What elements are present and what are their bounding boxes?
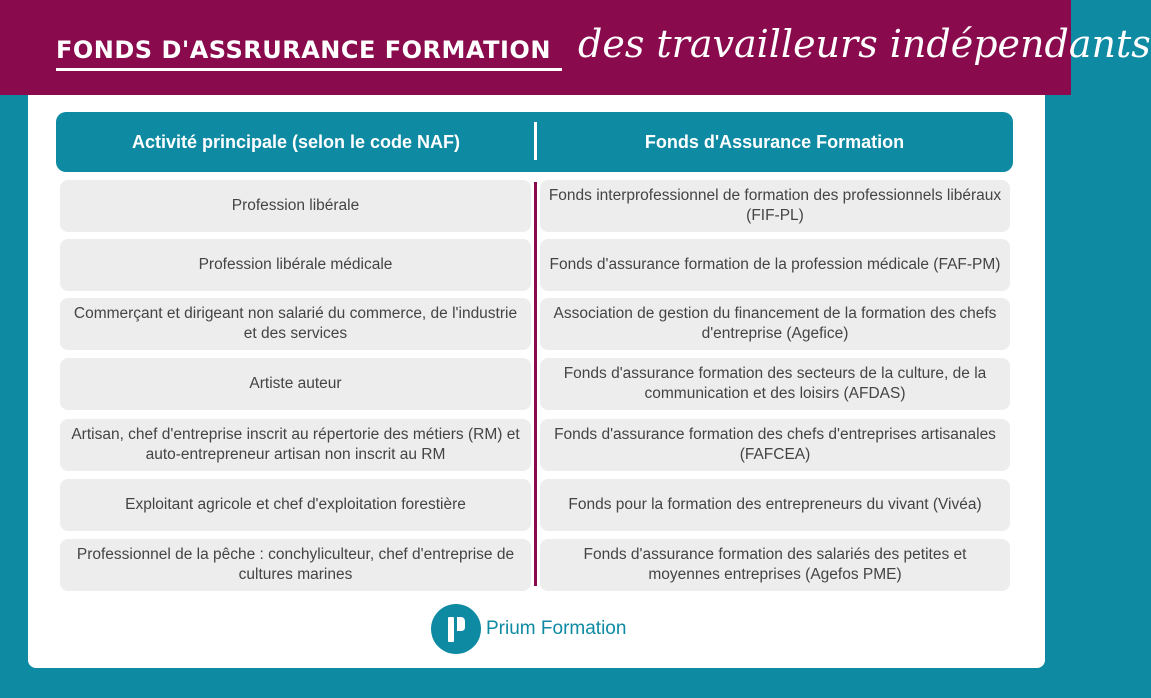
- fund-cell: Fonds d'assurance formation des chefs d'entreprises artisanales (FAFCEA): [540, 419, 1010, 471]
- table-row: [0, 358, 1071, 410]
- activity-cell: Exploitant agricole et chef d'exploitation forestière: [60, 479, 531, 531]
- fund-cell: Association de gestion du financement de la formation des chefs d'entreprise (Agefice): [540, 298, 1010, 350]
- column-header-activity: Activité principale (selon le code NAF): [131, 132, 461, 152]
- fund-cell: Fonds d'assurance formation des secteurs de la culture, de la communication et des loisirs (AFDAS): [540, 358, 1010, 410]
- activity-cell: Professionnel de la pêche : conchyliculteur, chef d'entreprise de cultures marines: [60, 539, 531, 591]
- page-title: FONDS D'ASSRURANCE FORMATION: [56, 36, 551, 64]
- activity-cell: Artisan, chef d'entreprise inscrit au répertorie des métiers (RM) et auto-entrepreneur artisan non inscrit au RM: [60, 419, 531, 471]
- fund-cell: Fonds d'assurance formation de la profession médicale (FAF-PM): [540, 239, 1010, 291]
- activity-cell: Profession libérale médicale: [60, 239, 531, 291]
- title-underline: [56, 68, 562, 71]
- fund-cell: Fonds pour la formation des entrepreneurs du vivant (Vivéa): [540, 479, 1010, 531]
- table-row: [0, 180, 1071, 232]
- header-separator: [534, 122, 537, 160]
- fund-cell: Fonds d'assurance formation des salariés des petites et moyennes entreprises (Agefos PME): [540, 539, 1010, 591]
- activity-cell: Profession libérale: [60, 180, 531, 232]
- activity-cell: Commerçant et dirigeant non salarié du commerce, de l'industrie et des services: [60, 298, 531, 350]
- activity-cell: Artiste auteur: [60, 358, 531, 410]
- column-header-fund: Fonds d'Assurance Formation: [644, 132, 905, 152]
- brand-name: Prium Formation: [486, 618, 627, 639]
- table-row: [0, 539, 1071, 591]
- fund-cell: Fonds interprofessionnel de formation des professionnels libéraux (FIF-PL): [540, 180, 1010, 232]
- table-row: [0, 479, 1071, 531]
- page-subtitle: des travailleurs indépendants: [578, 22, 1151, 66]
- table-row: [0, 419, 1071, 471]
- prium-logo-icon: [431, 604, 481, 654]
- table-row: [0, 298, 1071, 350]
- table-row: [0, 239, 1071, 291]
